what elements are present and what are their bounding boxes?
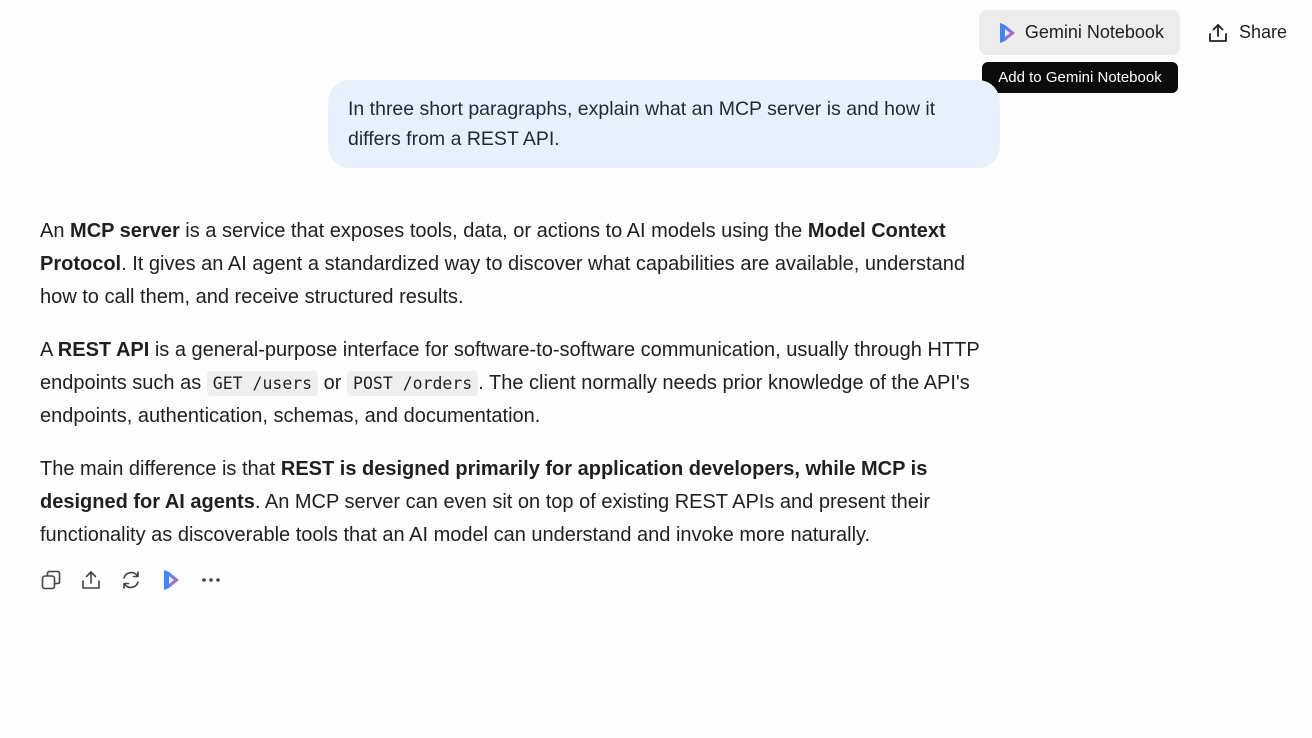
user-message-bubble — [328, 80, 1000, 168]
notebook-tooltip: Add to Gemini Notebook — [982, 62, 1178, 93]
response-action-bar — [36, 565, 226, 595]
share-button[interactable] — [1196, 10, 1298, 55]
share-response-button[interactable] — [76, 565, 106, 595]
share-icon — [80, 569, 102, 591]
copy-icon — [40, 569, 62, 591]
more-options-button[interactable] — [196, 565, 226, 595]
gemini-notebook-icon — [997, 22, 1017, 44]
bold-key-difference: REST is designed primarily for application developers, while MCP is designed for AI agents — [40, 458, 928, 513]
top-actions — [979, 10, 1298, 55]
response-paragraph-2 — [40, 334, 990, 433]
response-paragraph-1 — [40, 215, 990, 314]
inline-code-post-orders: POST /orders — [347, 371, 478, 396]
copy-button[interactable] — [36, 565, 66, 595]
bold-term-model-context-protocol: Model Context Protocol — [40, 220, 946, 275]
text-segment: . The client normally needs prior knowledge of the API's endpoints, authentication, schemas, and documentation. — [40, 372, 970, 427]
share-icon — [1207, 22, 1229, 44]
text-segment: . It gives an AI agent a standardized way to discover what capabilities are available, understand how to call them, and receive structured results. — [40, 253, 965, 308]
regenerate-icon — [120, 569, 142, 591]
user-message-text: In three short paragraphs, explain what an MCP server is and how it differs from a REST API. — [348, 98, 936, 150]
text-segment: A — [40, 339, 58, 361]
text-segment: is a service that exposes tools, data, or actions to AI models using the — [179, 220, 808, 242]
text-segment: . An MCP server can even sit on top of existing REST APIs and present their functionality as discoverable tools that an AI model can understand and invoke more naturally. — [40, 491, 931, 546]
share-label: Share — [1238, 22, 1287, 42]
inline-code-get-users: GET /users — [207, 371, 318, 396]
gemini-notebook-button[interactable] — [979, 10, 1180, 55]
bold-term-mcp-server: MCP server — [70, 220, 180, 242]
text-segment: is a general-purpose interface for software-to-software communication, usually through HTTP endpoints such as — [40, 339, 980, 394]
text-segment: An — [40, 220, 71, 242]
text-segment: or — [318, 372, 348, 394]
bold-term-rest-api: REST API — [57, 339, 150, 361]
more-icon — [200, 569, 222, 591]
response-paragraph-3 — [40, 453, 990, 552]
notebook-icon — [161, 568, 181, 592]
add-to-notebook-button[interactable] — [156, 565, 186, 595]
regenerate-button[interactable] — [116, 565, 146, 595]
response-text — [40, 215, 990, 572]
text-segment: The main difference is that — [40, 458, 281, 480]
gemini-notebook-label: Gemini Notebook — [1024, 22, 1164, 42]
